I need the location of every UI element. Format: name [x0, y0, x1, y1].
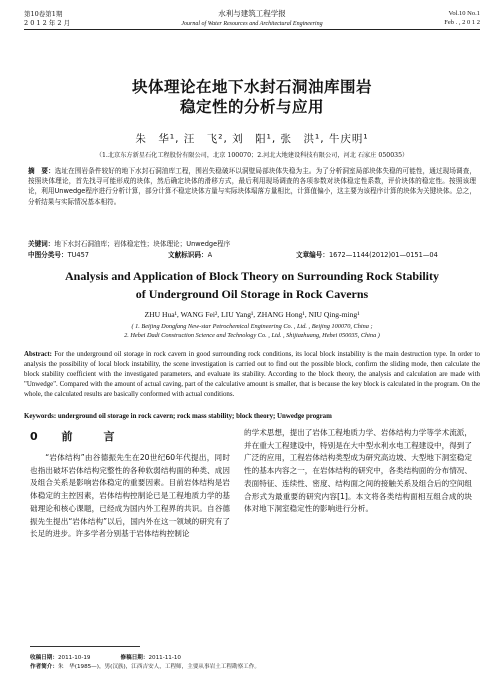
- title-en-line2: of Underground Oil Storage in Rock Caverns: [135, 287, 369, 301]
- header-date-cn: 2 0 1 2 年 2 月: [24, 19, 71, 27]
- article-number-label: 文章编号：: [296, 251, 329, 259]
- received-label: 收稿日期：: [30, 655, 58, 661]
- clc-value: TU457: [67, 251, 90, 259]
- abstract-cn-label: 摘 要：: [28, 167, 55, 175]
- affiliation-cn: （1.北京东方新星石化工程股份有限公司，北京 100070；2.河北大地建设科技有限公司，河北 石家庄 050035）: [95, 152, 409, 159]
- document-code-label: 文献标识码：: [168, 251, 208, 259]
- abstract-cn: [28, 166, 476, 207]
- header-journal-en: Journal of Water Resources and Architectural Engineering: [181, 21, 323, 27]
- section-heading: [30, 430, 125, 444]
- body-left-column: [30, 452, 230, 622]
- title-en-line1: Analysis and Application of Block Theory on Surrounding Rock Stability: [65, 269, 439, 283]
- keywords-cn: [28, 239, 230, 249]
- authors-en: ZHU Hua¹, WANG Fei², LIU Yang¹, ZHANG Hong¹, NIU Qing-ming¹: [144, 310, 360, 319]
- body-left-paragraph: “岩体结构”由谷德振先生在20世纪60年代提出，同时也指出破坏岩体结构完整性的各种软弱结构面的种类、成因及组合关系是影响岩体稳定的重要因素。目前岩体结构是岩体稳定的主控因素，岩体结构控制论已是工程地质力学的基础理论和核心课题，已经成为国内外工程界的共识。自谷德振先生提出“岩体结构”以后，国内外在这一领域的研究有了长足的进步。许多学者分别基于岩体结构控制论: [30, 453, 230, 539]
- abstract-en: [24, 350, 480, 400]
- author-bio: 朱 华(1985—)，男(汉族)，江西吉安人，工程师，主要从事岩土工程勘察工作。: [57, 664, 260, 670]
- title-cn-line2: 稳定性的分析与应用: [179, 98, 324, 116]
- header-volume-cn: 第10卷第1期: [24, 10, 63, 18]
- header-date-en: Feb . , 2 0 1 2: [444, 19, 480, 26]
- revised-label: 修稿日期：: [120, 655, 149, 661]
- keywords-cn-text: 地下水封石洞油库；岩体稳定性；块体理论；Unwedge程序: [54, 240, 231, 248]
- revised-date: 2011-11-10: [148, 655, 181, 661]
- keywords-en-label: Keywords:: [24, 413, 57, 420]
- header-rule: [24, 29, 480, 30]
- section-title: 前 言: [61, 430, 125, 443]
- keywords-en: [24, 412, 480, 422]
- footnote-rule: [30, 646, 140, 647]
- keywords-en-text: underground oil storage in rock cavern; rock mass stability; block theory; Unwedge program: [56, 413, 332, 420]
- section-number: 0: [30, 430, 48, 443]
- footnote-author: [30, 663, 470, 672]
- authors-cn: 朱 华¹, 汪 飞², 刘 阳¹, 张 洪¹, 牛庆明¹: [135, 133, 369, 145]
- author-bio-label: 作者简介：: [30, 664, 58, 670]
- document-code: [168, 250, 212, 260]
- affiliation-en-line1: ( 1. Beijing Dongfang New-star Petrochemical Engineering Co. , Ltd. , Beijing 100070, China ;: [131, 323, 373, 330]
- title-cn-line1: 块体理论在地下水封石洞油库围岩: [131, 78, 372, 96]
- footnote-dates: [30, 654, 470, 663]
- body-right-column: [244, 427, 472, 622]
- article-number-value: 1672—1144(2012)01—0151—04: [328, 251, 438, 259]
- affiliation-en-line2: 2. Hebei Dadi Construction Science and Technology Co. , Ltd. , Shijiazhuang, Hebei 050035, China ): [124, 332, 380, 339]
- keywords-cn-label: 关键词：: [28, 240, 55, 248]
- body-right-paragraph: 的学术思想，提出了岩体工程地质力学、岩体结构力学等学术流派，并在重大工程建设中，特别是在大中型水利水电工程建设中，得到了广泛的应用，工程岩体结构类型成为研究高边坡、大型地下洞室稳定性的基本内容之一，在岩体结构的研究中，各类结构面的分布情况、表面特征、连续性、密度、结构面之间的接触关系及组合后的空间组合形式为最重要的研究内容[1]。本文将各类结构面相互组合成的块体对地下洞室稳定性的影响进行分析。: [244, 428, 472, 514]
- abstract-cn-text: 选址在围岩条件较好的地下水封石洞油库工程，围岩失稳破坏以洞壁局部块体失稳为主。为了分析洞室局部块体失稳的可能性，通过现场调查，按照块体理论，首先找寻可能形成的块体，然后确定块体的滑移方式，最后利用现场调查的各项参数对块体稳定性系数，评价块体的稳定性。按照该理论，利用Unwedge程序进行分析计算，部分计算不稳定块体方量与实际块体塌落方量相比，计算值偏小，这主要为该程序计算的块体为关键块体。总之，分析结果与实际情况基本相符。: [28, 167, 477, 206]
- header-journal-cn: 水利与建筑工程学报: [218, 9, 286, 18]
- abstract-en-text: For the underground oil storage in rock cavern in good surrounding rock conditions, its local block instability is the main destruction type. In order to analysis the possibility of local block instability, the scene investigation is carried out to find out the possible block, confirm the sliding mode, then calculate the block stability coefficient with the investigated parameters, and evaluate its stability. According to the block theory, the analysis and calculation are made with "Unwedge". Compared with the amount of actual caving, part of the calculative amount is smaller, that is because the key block is calculated in the program. On the whole, the calculated results are basically conformed with actual conditions.: [24, 351, 480, 398]
- document-code-value: A: [207, 251, 213, 259]
- clc-label: 中图分类号：: [28, 251, 68, 259]
- article-number: [296, 250, 438, 260]
- clc-number: [28, 250, 89, 260]
- received-date: 2011-10-19: [57, 655, 91, 661]
- abstract-en-label: Abstract:: [24, 351, 52, 358]
- header-volume-en: Vol.10 No.1: [448, 10, 480, 17]
